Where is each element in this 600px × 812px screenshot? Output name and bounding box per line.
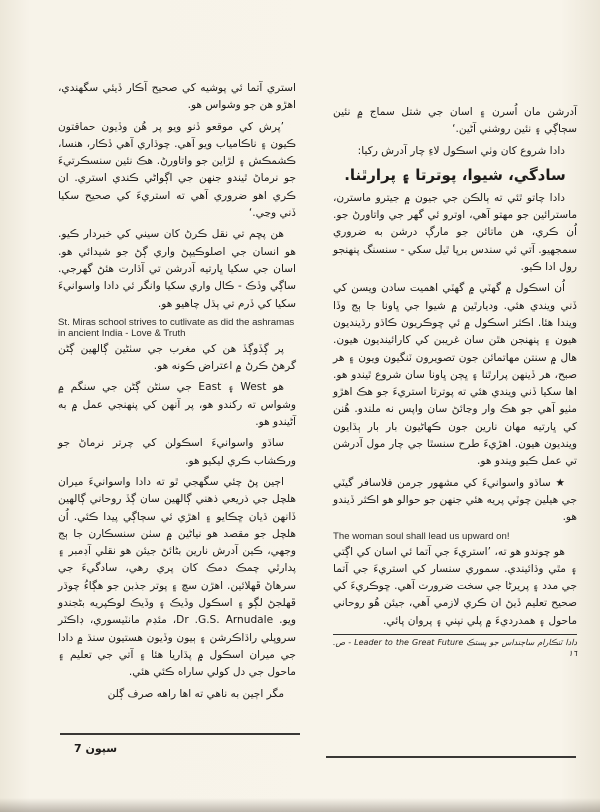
footnote: دادا ٽنڪارام ساڄنداس جو پستڪ Leader to the Great Future - ص. ١٦ [333, 634, 577, 659]
paragraph: دادا چاتو ٿئي ته ٻالڪن جي جيون ۾ جيترو ماسترن، ماسترائين جو مهتو آهي، اوترو ئي گهر جي واتاورڻ جو. اُن ڪري، هن ماتائن جو مارڳ درشن به ضروري سمجهيو. آتي ئي سندس برپا ٿيل سکي - سنسنگ پنهنجو رول ادا ڪيو. [333, 191, 577, 274]
section-heading: سادگي، شيوا، پوترتا ۽ پرارٿنا. [344, 165, 566, 184]
english-caption: St. Miras school strives to cutlivate as did the ashramas in ancient India - Love & Truth [58, 316, 295, 339]
paragraph: اڄين پڻ چئي سگهجي ٿو ته دادا واسوانيءَ ميران هلچل جي ذريعي ذهني ڳالهين سان ڳڏ روحاني ڳالهين ڏانهن ڌيان ڇڪايو ۽ اهڙي ئي سڄاڳي پيدا ڪئي. اُن هلچل جو مقصد هو نياڻين ۾ سٺن سنسڪارن جا ٻج وجهي، ڪين آدرش نارين بڻائڻ جيئن هو نقلي آڊمبر ۽ پدارٿي چمڪ دمڪ کان پري رهي، سادگيءَ جي سرهاڻ ڦهلائين. اهڙن سچ ۽ پوتر جذبن جو هڳاءُ چوڌر ڦهلجڻ لڳو ۽ اسڪول وڏيڪ ۽ وڏيڪ لوڪپريه بڻجندو ويو. Dr .G.S. Arnudale، مئڊم مانٽيسوري، ڊاڪٽر سروپلي راڌاڪرشن ۽ ٻيون وڏيون هستيون سنڌ ۾ دادا جي ميران اسڪول ۾ پڌاريا هئا ۽ آتي جي تعليم ۽ ماحول جي دل کولي ساراه ڪئي هئي. [58, 475, 296, 679]
paragraph: هو West ۽ East جي سٺڻن ڳڻن جي سنگم ۾ وشواس ته رکندو هو، پر آنهن کي پنهنجي عمل ۾ به آڻيندو هو. [58, 381, 296, 429]
english-quote: The woman soul shall lead us upward on! [333, 530, 510, 542]
left-column [58, 80, 296, 707]
paragraph: ★ ساڌو واسوانيءَ کي مشهور جرمن فلاسافر گيٽي جي هيلين چوٽي پريه هئي جنهن جو حوالو هو اڪثر ڏيندو هو. [333, 476, 577, 524]
paragraph: استري آتما ئي پوشيه کي صحيح آڪار ڏيئي سگهندي، اهڙو هن جو وشواس هو. [58, 82, 296, 112]
page-number: سپون 7 [74, 742, 118, 755]
paragraph: هن پڇم تي نقل ڪرڻ کان سيني کي خبردار ڪيو. هو انسان جي اصلوڪيپڻ واري ڳڻ جو شيدائي هو. اسان جي سکيا ڀارتيه آدرشن تي آڌارت هئڻ گهرجي. ساڳي وڏڪ - ڪال واري سکيا وانگر ئي دادا واسوانيءَ سکيا کي ڏرم تي ٻڌل چاهيو هو. [58, 228, 296, 310]
paragraph: هو چوندو هو ته، ’استريءَ جي آتما ئي اسان کي اڳتي ۽ مٿي وڌائيندي. سموري سنسار کي استريءَ جي آتما جي مدد ۽ پريرڻا جي سخت ضرورت آهي. ڇوڪريءَ کي صحيح تعليم ڏيڻ ان ڪري لازمي آهي، جيئن هُو روحاني ماحول ۽ همدرديءَ ۾ پلي نپني ۽ پروان پائي. [333, 545, 577, 627]
paragraph: مگر اڄين به ناهي ته اها راهه صرف ڳلن [107, 687, 284, 700]
paragraph: اُن اسڪول ۾ گهٽي ۾ گهٽي اهميت سادن ويسن کي ڏني ويندي هئي. وديارٿين ۾ شيوا جي ڀاونا جا ٻج وڏا ويندا هئا. اڪثر اسڪول ۾ ئي ڇوڪريون ڪاڌو رڌينديون هيون ۽ پنهنجن هٿن سان غريبن کي کارائينديون هيون. هال ۾ سنتن مهاتمائن جون تصويرون ٽنگيون ويون ۽ هر صبح، هر ڏينهن پرارٿنا ۽ ڀڄن ڀاونا سان شروع ٿيندو هو. اها سکيا ڏني ويندي هئي ته پوترتا استريءَ جو هڪ اهڙو مٺيو آهي جو هڪ وار وڃائڻ سان واپس نه ملندو. هُنن کي ڀارتيه مهان نارين جون ڪهاڻيون بار بار ٻڌايون وينديون هيون. اهڙيءَ طرح سنسٿا جي چار مول آدرشن تي عمل ڪيو ويندو هو. [333, 282, 577, 468]
paragraph: ساڌو واسوانيءَ اسڪولن کي چرتر نرماڻ جو ورڪشاب ڪري ليکيو هو. [58, 437, 296, 467]
left-column-rule [60, 733, 300, 735]
right-column-rule [326, 756, 576, 758]
scan-edge-shadow [0, 798, 600, 812]
paragraph: ’پرش کي موقعو ڏنو ويو پر هُن وڏيون حماقتون ڪيون ۽ ناڪامياب ويو آهي. چوڌاري آهي ڏڪار، هنسا، ڪشمڪش ۽ لڙاين جو واتاورڻ. هڪ نئين سنسڪرتيءَ جو نرماڻ ٿيندو جنهن جي اڳواڻي ڪندي استري. ان ڪري اهو ضروري آهي ته استريءَ کي صحيح سکيا ڏني وڃي.‘ [58, 120, 296, 220]
paragraph: آدرشن مان اُسرن ۽ اسان جي شتل سماج ۾ نئين سڄاڳي ۽ نئين روشني آڻين.‘ [333, 106, 577, 136]
paragraph: پر ڳڏوڳڏ هن کي مغرب جي سٺڻين ڳالهين ڳڻن گرهڻ ڪرڻ ۾ اعتراض ڪونه هو. [58, 342, 296, 373]
right-column [333, 104, 577, 659]
paragraph: دادا شروع کان وٺي اسڪول لاءِ چار آدرش رکيا: [357, 144, 565, 157]
